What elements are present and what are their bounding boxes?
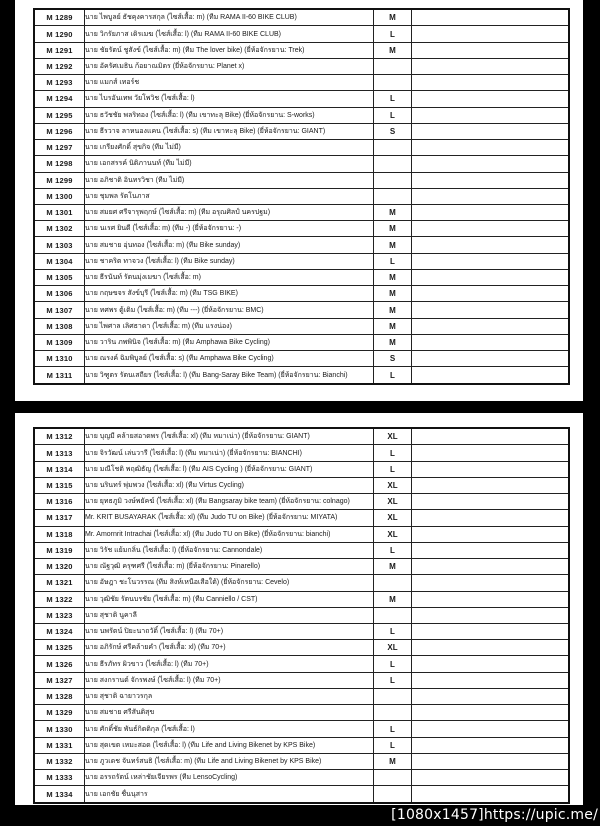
table-row [34,526,569,542]
rider-detail: นาย แมกส์ เทอร์ช [85,75,374,91]
rider-detail: นาย สุชาติ นูคาลี [85,607,374,623]
empty-cell [412,221,570,237]
shirt-size: L [374,253,412,269]
table-row [34,477,569,493]
empty-cell [412,334,570,350]
rider-detail: นาย สุดเขต เหมะสอด (ไซส์เสื้อ: l) (ทีม Life and Living Bikenet by KPS Bike) [85,737,374,753]
entry-id: M 1307 [34,302,85,318]
shirt-size [374,607,412,623]
shirt-size: XL [374,428,412,445]
table-row [34,269,569,285]
empty-cell [412,770,570,786]
empty-cell [412,58,570,74]
empty-cell [412,737,570,753]
table-row [34,318,569,334]
entry-id: M 1297 [34,140,85,156]
rider-detail: นาย ไพบูลย์ ธัชคุงคารสกุล (ไซส์เสื้อ: m) (ทีม RAMA II-60 BIKE CLUB) [85,9,374,26]
empty-cell [412,753,570,769]
table-row [34,42,569,58]
entry-id: M 1292 [34,58,85,74]
table-row [34,445,569,461]
entry-id: M 1330 [34,721,85,737]
rider-detail: นาย ธีรภัทร ผิวขาว (ไซส์เสื้อ: l) (ทีม 70+) [85,656,374,672]
shirt-size [374,75,412,91]
rider-detail: นาย นเรศ ยินดี (ไซส์เสื้อ: m) (ทีม -) (ยี่ห้อจักรยาน: -) [85,221,374,237]
rider-detail: นาย วิกรัยภาส เดิรเมฆ (ไซส์เสื้อ: l) (ทีม RAMA II-60 BIKE CLUB) [85,26,374,42]
entry-id: M 1319 [34,542,85,558]
rider-detail: นาย ธวัชชัย พลริทอง (ไซส์เสื้อ: l) (ทีม เขาทะลุ Bike) (ยี่ห้อจักรยาน: S-works) [85,107,374,123]
table-row [34,461,569,477]
empty-cell [412,140,570,156]
shirt-size: M [374,334,412,350]
entry-id: M 1309 [34,334,85,350]
entry-id: M 1308 [34,318,85,334]
rider-detail: นาย ไบรอันเทพ วัยโพวิช (ไซส์เสื้อ: l) [85,91,374,107]
shirt-size: XL [374,477,412,493]
table-row [34,9,569,26]
roster-page-panel-2 [15,413,583,805]
entry-id: M 1317 [34,510,85,526]
empty-cell [412,26,570,42]
shirt-size: M [374,9,412,26]
entry-id: M 1304 [34,253,85,269]
shirt-size: L [374,624,412,640]
shirt-size [374,188,412,204]
shirt-size: M [374,237,412,253]
rider-detail: นาย วิฑูตร รัตนเสถียร (ไซส์เสื้อ: l) (ทีม Bang-Saray Bike Team) (ยี่ห้อจักรยาน: Bianchi) [85,367,374,384]
table-row [34,591,569,607]
empty-cell [412,591,570,607]
shirt-size: M [374,286,412,302]
shirt-size: M [374,318,412,334]
empty-cell [412,477,570,493]
shirt-size [374,156,412,172]
table-row [34,753,569,769]
shirt-size: M [374,269,412,285]
entry-id: M 1291 [34,42,85,58]
table-row [34,221,569,237]
shirt-size [374,172,412,188]
entry-id: M 1334 [34,786,85,803]
table-row [34,123,569,139]
empty-cell [412,688,570,704]
shirt-size: L [374,26,412,42]
table-row [34,107,569,123]
table-row [34,140,569,156]
shirt-size: XL [374,526,412,542]
roster-page-panel-1 [15,0,583,401]
shirt-size: S [374,123,412,139]
entry-id: M 1300 [34,188,85,204]
empty-cell [412,445,570,461]
shirt-size: L [374,461,412,477]
table-row [34,542,569,558]
shirt-size [374,786,412,803]
rider-detail: นาย จิรวัฒน์ เล่นวารี (ไซส์เสื้อ: l) (ทีม หมาเน่า) (ยี่ห้อจักรยาน: BIANCHI) [85,445,374,461]
empty-cell [412,75,570,91]
empty-cell [412,672,570,688]
shirt-size: M [374,559,412,575]
table-row [34,737,569,753]
entry-id: M 1311 [34,367,85,384]
table-row [34,26,569,42]
entry-id: M 1323 [34,607,85,623]
table-row [34,428,569,445]
table-row [34,672,569,688]
entry-id: M 1316 [34,494,85,510]
entry-id: M 1327 [34,672,85,688]
empty-cell [412,640,570,656]
rider-detail: นาย สมยศ ศรีจารุพฤกษ์ (ไซส์เสื้อ: m) (ทีม อรุณศิลป์ นครปฐม) [85,205,374,221]
table-row [34,253,569,269]
empty-cell [412,624,570,640]
table-row [34,575,569,591]
rider-roster-table-1 [33,8,570,385]
empty-cell [412,42,570,58]
table-row [34,75,569,91]
empty-cell [412,721,570,737]
table-row [34,656,569,672]
shirt-size: L [374,91,412,107]
rider-detail: นาย เกรียงศักดิ์ สุขกิจ (ทีม ไม่มี) [85,140,374,156]
shirt-size: XL [374,510,412,526]
shirt-size [374,58,412,74]
empty-cell [412,91,570,107]
rider-detail: นาย ทศพร ตู้เติม (ไซส์เสื้อ: m) (ทีม ---) (ยี่ห้อจักรยาน: BMC) [85,302,374,318]
rider-detail: นาย อภิชาติ อินทรวิชา (ทีม ไม่มี) [85,172,374,188]
empty-cell [412,510,570,526]
rider-detail: นาย อรรถรัตน์ เหล่าชัยเจียรพร (ทีม LensoCycling) [85,770,374,786]
entry-id: M 1303 [34,237,85,253]
rider-detail: Mr. Amornrit Intrachai (ไซส์เสื้อ: xl) (ทีม Judo TU on Bike) (ยี่ห้อจักรยาน: bianchi) [85,526,374,542]
shirt-size: M [374,591,412,607]
entry-id: M 1293 [34,75,85,91]
table-row [34,302,569,318]
rider-detail: นาย ชุมพล รัตโนภาส [85,188,374,204]
rider-detail: นาย ศักดิ์ชัย พันธ์กิตติกุล (ไซส์เสื้อ: l) [85,721,374,737]
table-row [34,559,569,575]
table-row [34,172,569,188]
empty-cell [412,575,570,591]
rider-detail: นาย วิรัช แย้มกลิ่น (ไซส์เสื้อ: l) (ยี่ห้อจักรยาน: Cannondale) [85,542,374,558]
empty-cell [412,656,570,672]
empty-cell [412,237,570,253]
entry-id: M 1312 [34,428,85,445]
shirt-size: XL [374,494,412,510]
rider-detail: นาย อภิรักษ์ ศรีคล้ายคำ (ไซส์เสื้อ: xl) (ทีม 70+) [85,640,374,656]
shirt-size: XL [374,640,412,656]
table-row [34,688,569,704]
empty-cell [412,607,570,623]
rider-detail: นาย สมชาย อุ่นทอง (ไซส์เสื้อ: m) (ทีม Bike sunday) [85,237,374,253]
shirt-size: M [374,205,412,221]
rider-detail: นาย มณีโชติ พฤฒิธัญ (ไซส์เสื้อ: l) (ทีม AIS Cycling ) (ยี่ห้อจักรยาน: GIANT) [85,461,374,477]
entry-id: M 1315 [34,477,85,493]
rider-detail: นาย ภูวเดช จันทร์สนธิ (ไซส์เสื้อ: m) (ทีม Life and Living Bikenet by KPS Bike) [85,753,374,769]
entry-id: M 1322 [34,591,85,607]
entry-id: M 1301 [34,205,85,221]
rider-detail: นาย ชัยรัตน์ ชูสังข์ (ไซส์เสื้อ: m) (ทีม The lover bike) (ยี่ห้อจักรยาน: Trek) [85,42,374,58]
entry-id: M 1325 [34,640,85,656]
rider-detail: นาย นรินทร์ พุ่มพวง (ไซส์เสื้อ: xl) (ทีม Virtus Cycling) [85,477,374,493]
entry-id: M 1321 [34,575,85,591]
shirt-size: L [374,672,412,688]
rider-detail: นาย เอกสรรค์ นิติภานนท์ (ทีม ไม่มี) [85,156,374,172]
entry-id: M 1328 [34,688,85,704]
rider-detail: นาย วุฒิชัย รัตนบรชัย (ไซส์เสื้อ: m) (ทีม Canniello / CST) [85,591,374,607]
entry-id: M 1313 [34,445,85,461]
empty-cell [412,286,570,302]
rider-detail: นาย เอกชัย ชื่นนุสาร [85,786,374,803]
entry-id: M 1310 [34,351,85,367]
table-row [34,367,569,384]
entry-id: M 1295 [34,107,85,123]
rider-detail: นาย ณัฐวุฒิ ครุฑศรี (ไซส์เสื้อ: m) (ยี่ห้อจักรยาน: Pinarello) [85,559,374,575]
table-row [34,91,569,107]
rider-roster-table-2 [33,427,570,804]
entry-id: M 1299 [34,172,85,188]
table-row [34,334,569,350]
entry-id: M 1324 [34,624,85,640]
shirt-size: L [374,542,412,558]
shirt-size: L [374,445,412,461]
rider-detail: นาย อัครัศเมธิน ก้อยาณมิตร (ยี่ห้อจักรยาน: Planet x) [85,58,374,74]
table-row [34,770,569,786]
entry-id: M 1333 [34,770,85,786]
rider-detail: นาย สงกรานต์ จักรพงษ์ (ไซส์เสื้อ: l) (ทีม 70+) [85,672,374,688]
entry-id: M 1320 [34,559,85,575]
rider-detail: นาย บุญมี คล้ายสอาดพร (ไซส์เสื้อ: xl) (ทีม หมาเน่า) (ยี่ห้อจักรยาน: GIANT) [85,428,374,445]
empty-cell [412,559,570,575]
rider-detail: Mr. KRIT BUSAYARAK (ไซส์เสื้อ: xl) (ทีม Judo TU on Bike) (ยี่ห้อจักรยาน: MIYATA) [85,510,374,526]
table-row [34,188,569,204]
entry-id: M 1298 [34,156,85,172]
empty-cell [412,705,570,721]
shirt-size: M [374,42,412,58]
table-row [34,705,569,721]
table-row [34,510,569,526]
table-row [34,286,569,302]
shirt-size: M [374,221,412,237]
empty-cell [412,428,570,445]
shirt-size: M [374,753,412,769]
rider-detail: นาย นพรัตน์ ปิยะนาถวัติ์ (ไซส์เสื้อ: l) (ทีม 70+) [85,624,374,640]
shirt-size [374,575,412,591]
table-row [34,624,569,640]
table-row [34,721,569,737]
empty-cell [412,107,570,123]
table-row [34,494,569,510]
rider-detail: นาย ยุทธภูมิ วงษ์พยัคฆ์ (ไซส์เสื้อ: xl) (ทีม Bangsaray bike team) (ยี่ห้อจักรยาน: colnago) [85,494,374,510]
empty-cell [412,542,570,558]
entry-id: M 1305 [34,269,85,285]
entry-id: M 1331 [34,737,85,753]
rider-detail: นาย ธีรวาจ ลาหนองแคน (ไซส์เสื้อ: s) (ทีม เขาทะลุ Bike) (ยี่ห้อจักรยาน: GIANT) [85,123,374,139]
empty-cell [412,318,570,334]
table-row [34,607,569,623]
entry-id: M 1332 [34,753,85,769]
entry-id: M 1314 [34,461,85,477]
shirt-size [374,770,412,786]
rider-detail: นาย อัษฎา ชะโนวรรณ (ทีม สิงห์เหนือเสือใต้) (ยี่ห้อจักรยาน: Cevelo) [85,575,374,591]
rider-detail: นาย วาริน ภพพินิจ (ไซส์เสื้อ: m) (ทีม Amphawa Bike Cycling) [85,334,374,350]
entry-id: M 1326 [34,656,85,672]
entry-id: M 1296 [34,123,85,139]
empty-cell [412,494,570,510]
shirt-size: S [374,351,412,367]
table-row [34,205,569,221]
empty-cell [412,302,570,318]
image-host-watermark: [1080x1457]https://upic.me/ [391,807,598,823]
entry-id: M 1318 [34,526,85,542]
empty-cell [412,351,570,367]
empty-cell [412,461,570,477]
entry-id: M 1329 [34,705,85,721]
shirt-size: L [374,721,412,737]
entry-id: M 1290 [34,26,85,42]
table-row [34,156,569,172]
shirt-size [374,140,412,156]
shirt-size: L [374,107,412,123]
empty-cell [412,205,570,221]
empty-cell [412,123,570,139]
table-row [34,351,569,367]
shirt-size: L [374,737,412,753]
table-row [34,640,569,656]
empty-cell [412,269,570,285]
rider-detail: นาย ไพศาล เลิศธาดา (ไซส์เสื้อ: m) (ทีม แรงน่อง) [85,318,374,334]
table-row [34,237,569,253]
rider-detail: นาย ชาคริต ทาจวง (ไซส์เสื้อ: l) (ทีม Bike sunday) [85,253,374,269]
rider-detail: นาย ธีรนันท์ รัตนมุ่งเมฆา (ไซส์เสื้อ: m) [85,269,374,285]
shirt-size: M [374,302,412,318]
rider-detail: นาย ณรงค์ ฉิมพิบูลย์ (ไซส์เสื้อ: s) (ทีม Amphawa Bike Cycling) [85,351,374,367]
table-row [34,58,569,74]
entry-id: M 1306 [34,286,85,302]
shirt-size: L [374,656,412,672]
empty-cell [412,9,570,26]
rider-detail: นาย สุชาติ ฉายาวรกุล [85,688,374,704]
empty-cell [412,253,570,269]
empty-cell [412,526,570,542]
empty-cell [412,156,570,172]
empty-cell [412,367,570,384]
rider-detail: นาย สมชาย ศรีสันติสุข [85,705,374,721]
empty-cell [412,786,570,803]
empty-cell [412,188,570,204]
shirt-size [374,705,412,721]
entry-id: M 1302 [34,221,85,237]
entry-id: M 1294 [34,91,85,107]
shirt-size: L [374,367,412,384]
shirt-size [374,688,412,704]
entry-id: M 1289 [34,9,85,26]
table-row [34,786,569,803]
empty-cell [412,172,570,188]
rider-detail: นาย กฤษขจร สังข์บุรี (ไซส์เสื้อ: m) (ทีม TSG BIKE) [85,286,374,302]
